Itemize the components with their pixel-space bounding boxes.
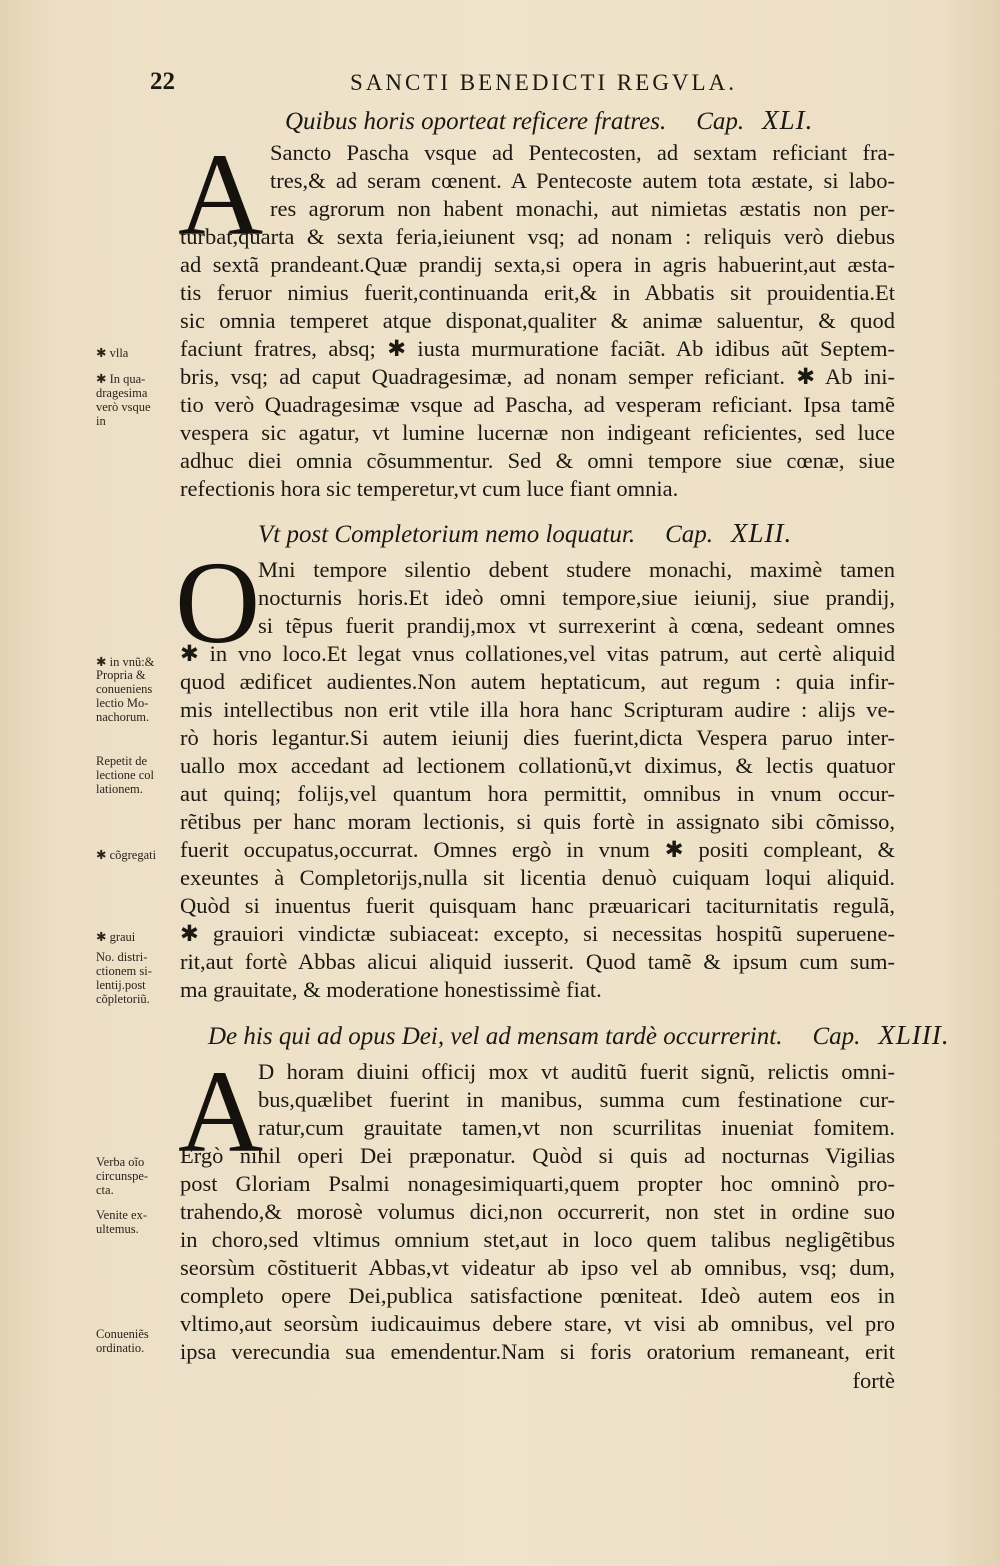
text-line: Quòd si inuentus fuerit quisquam hanc præuaricari taciturnitatis regulã, [180,893,895,918]
text-line: Ergò nihil operi Dei præponatur. Quòd si quis ad nocturnas Vigilias [180,1143,895,1168]
text-line: rit,aut fortè Abbas alicui aliquid iusserit. Quod tamẽ & ipsum cum sum- [180,949,895,974]
text-line: quod ædificet audientes.Non autem heptaticum, aut regum : quia infir- [180,669,895,694]
margin-note: Verba oĩo circunspe- cta. [96,1155,149,1197]
text-line: in choro,sed vltimus omnium stet,aut in loco quem talibus negligẽtibus [180,1227,895,1252]
text-line: ratur,cum grauitate tamen,vt non scurrilitas inueniat fomitem. [258,1115,895,1140]
running-head [150,68,890,108]
chapter-title: Quibus horis oporteat reficere fratres. [285,108,667,135]
chapter-cap-label: Cap. [812,1023,861,1050]
catchword: fortè [852,1368,895,1393]
chapter-title: De his qui ad opus Dei, vel ad mensam tardè occurrerint. [208,1023,783,1050]
text-line: si tẽpus fuerit prandij,mox vt surrexerint à cœna, sedeant omnes [258,613,895,638]
margin-note: Repetit de lectione col lationem. [96,754,154,796]
text-line: adhuc diei omnia cõsummentur. Sed & omni tempore siue cœnæ, siue [180,448,895,473]
text-line: post Gloriam Psalmi nonagesimiquarti,quem propter hoc omninò pro- [180,1171,895,1196]
text-line: vltimo,aut seorsùm iudicauimus debere stare, vt visi ab omnibus, vel pro [180,1311,895,1336]
text-line: tis feruor nimius fuerit,continuanda erit,& in Abbatis sit prouidentia.Et [180,280,895,305]
text-line: seorsùm cõstituerit Abbas,vt videatur ab ipso vel ab omnibus, vsq; dum, [180,1255,895,1280]
text-line: vespera sic agatur, vt lumine lucernæ non indigeant reficientes, sed luce [180,420,895,445]
text-line: bris, vsq; ad caput Quadragesimæ, ad nonam semper reficiant. ✱ Ab ini- [180,364,895,389]
drop-cap: A [178,1046,264,1177]
text-line: fuerit occupatus,occurrat. Omnes ergò in vnum ✱ positi compleant, & [180,837,895,862]
text-line: Sancto Pascha vsque ad Pentecosten, ad sextam reficiant fra- [270,140,895,165]
text-line: rò horis legantur.Si autem ieiunij dies fuerint,dicta Vespera paruo inter- [180,725,895,750]
text-line: completo opere Dei,publica satisfactione pœniteat. Ideò autem eos in [180,1283,895,1308]
chapter-heading-xli [285,105,1000,139]
text-line: res agrorum non habent monachi, aut nimietas æstatis non per- [270,196,895,221]
text-line: tio verò Quadragesimæ vsque ad Pascha, ad vesperam reficiant. Ipsa tamẽ [180,392,895,417]
chapter-heading-xlii [258,518,978,552]
margin-note: ✱ cõgregati [96,848,157,862]
drop-cap: A [178,129,264,260]
text-line: mis intellectibus non erit vtile illa hora hanc Scripturam audire : alijs ve- [180,697,895,722]
text-line: ipsa verecundia sua emendentur.Nam si foris oratorium remaneant, erit [180,1339,895,1364]
text-line: bus,quælibet fuerint in manibus, summa cum festinatione cur- [258,1087,895,1112]
text-line: rẽtibus per hanc moram lectionis, si quis fortè in assignato sibi cõmisso, [180,809,895,834]
text-line: ma grauitate, & moderatione honestissimè fiat. [180,977,602,1002]
drop-cap: O [175,537,261,668]
text-line: nocturnis horis.Et ideò omni tempore,siue ieiunij, siue prandij, [258,585,895,610]
text-line: aut quinq; folijs,vel quantum hora permittit, omnibus in vnum occur- [180,781,895,806]
text-line: ✱ in vno loco.Et legat vnus collationes,vel vitas patrum, aut certè aliquid [180,641,895,666]
margin-note: Propria & conueniens lectio Mo- nachorum. [96,668,153,724]
chapter-heading-xliii [208,1020,950,1054]
text-line: Mni tempore silentio debent studere monachi, maximè tamen [258,557,895,582]
text-line: ✱ grauiori vindictæ subiaceat: excepto, si necessitas hospitũ superuene- [180,921,895,946]
margin-note: ✱ In qua- dragesima verò vsque in [96,372,151,428]
text-line: sic omnia temperet atque disponat,qualiter & animæ saluentur, & quod [180,308,895,333]
chapter-number: XLI. [762,105,814,135]
text-line: ad sextã prandeant.Quæ prandij sexta,si opera in agris habuerint,aut æsta- [180,252,895,277]
running-title: SANCTI BENEDICTI REGVLA. [350,70,737,95]
chapter-cap-label: Cap. [696,108,745,135]
text-line: refectionis hora sic temperetur,vt cum luce fiant omnia. [180,476,679,501]
chapter-cap-label: Cap. [665,521,714,548]
margin-note: Venite ex- ultemus. [96,1208,148,1236]
text-line: uallo mox accedant ad lectionem collationũ,vt diximus, & lectis quatuor [180,753,895,778]
margin-note: Conueniẽs ordinatio. [96,1327,149,1355]
margin-note: No. distri- ctionem si- lentij.post cõpletoriũ. [96,950,152,1006]
text-line: turbat,quarta & sexta feria,ieiunent vsq; ad nonam : reliquis verò diebus [180,224,895,249]
text-line: exeuntes à Completorijs,nulla sit licentia denuò cuiquam loqui aliquid. [180,865,895,890]
text-line: D horam diuini officij mox vt auditũ fuerit signũ, relictis omni- [258,1059,895,1084]
chapter-number: XLIII. [878,1020,950,1050]
margin-note: ✱ vlla [96,346,129,360]
chapter-title: Vt post Completorium nemo loquatur. [258,521,636,548]
page-number: 22 [150,68,175,95]
margin-note: ✱ graui [96,930,136,944]
text-line: faciunt fratres, absq; ✱ iusta murmuratione faciãt. Ab idibus aũt Septem- [180,336,895,361]
margin-note: ✱ in vnũ:& [96,655,155,669]
chapter-number: XLII. [731,518,793,548]
text-line: trahendo,& morosè volumus dici,non occurrerit, non stet in ordine suo [180,1199,895,1224]
text-line: tres,& ad seram cœnent. A Pentecoste autem tota æstate, si labo- [270,168,895,193]
